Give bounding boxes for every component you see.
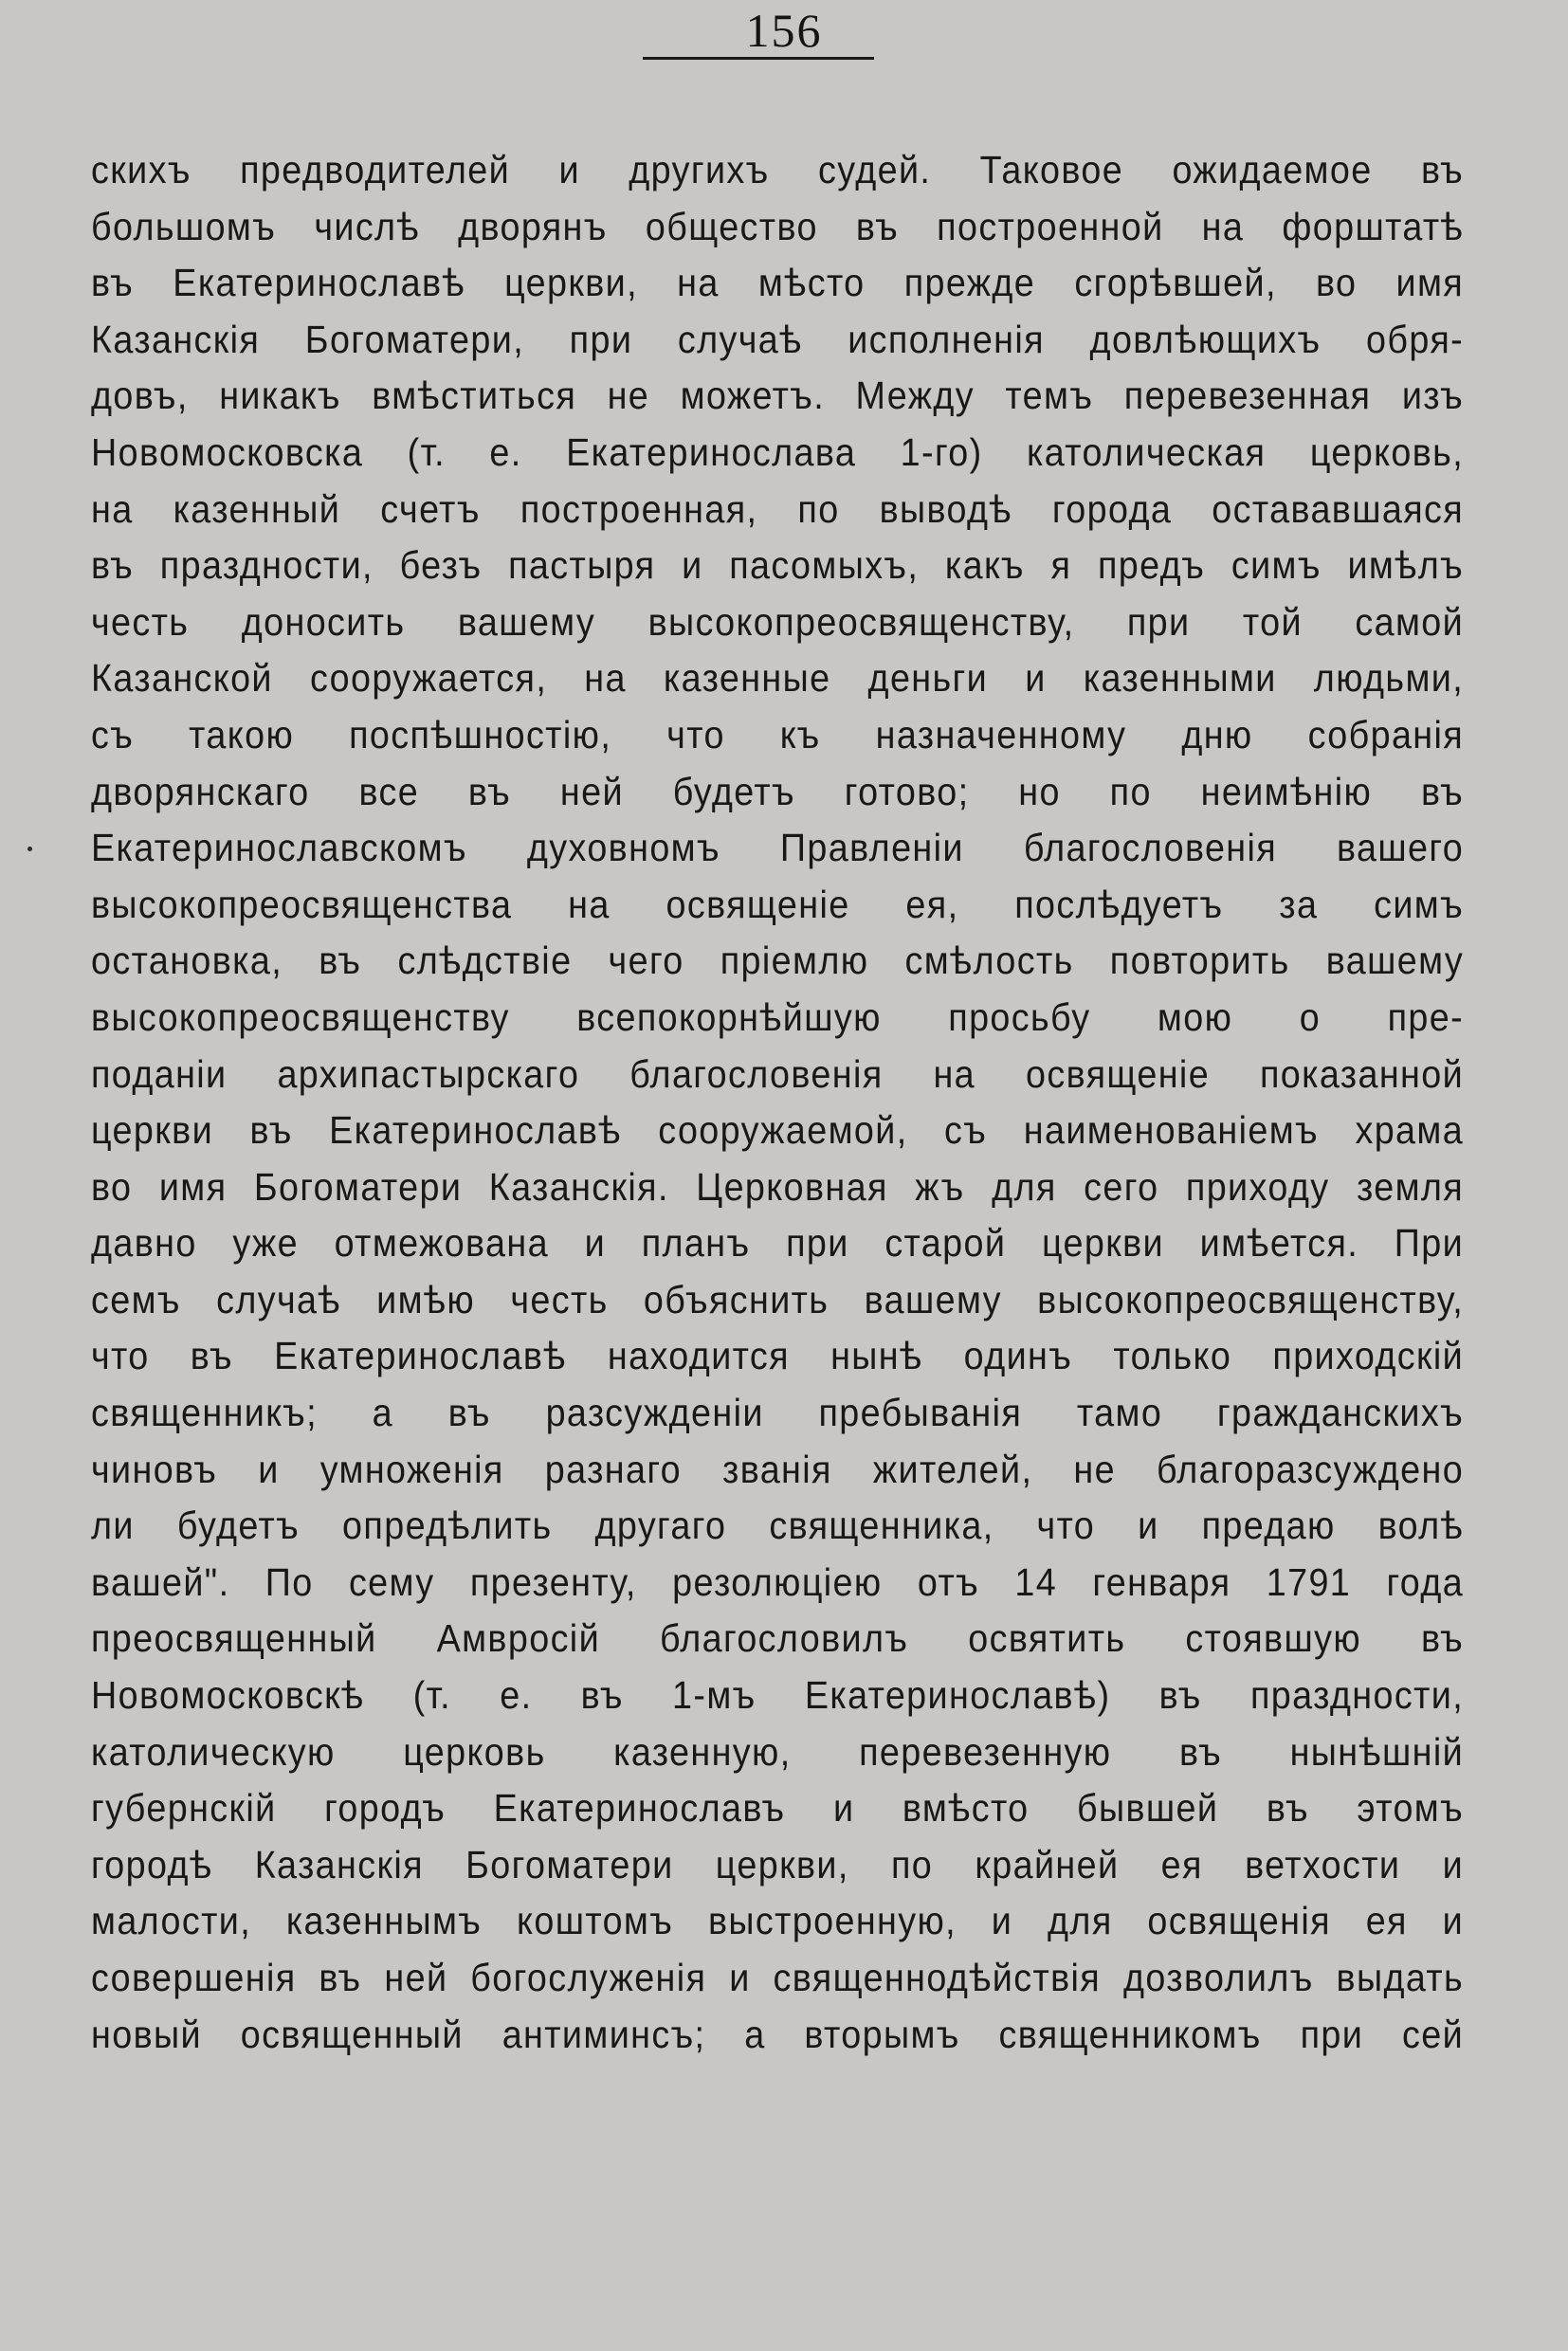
text-line: остановка, въ слѣдствіе чего пріемлю смѣлость повторить вашему <box>91 939 1465 983</box>
text-line: большомъ числѣ дворянъ общество въ построенной на форштатѣ <box>91 204 1465 248</box>
text-line: Казанской сооружается, на казенные деньги и казенными людьми, <box>91 656 1465 701</box>
text-line: малости, казеннымъ коштомъ выстроенную, и для освященія ея и <box>91 1899 1465 1943</box>
text-line: давно уже отмежована и планъ при старой церкви имѣется. При <box>91 1221 1465 1266</box>
text-line: чиновъ и умноженія разнаго званія жителей, не благоразсуждено <box>91 1447 1465 1491</box>
page-number-rule <box>643 57 874 60</box>
text-line: честь доносить вашему высокопреосвященству, при той самой <box>91 599 1465 644</box>
text-line: Казанскія Богоматери, при случаѣ исполненія довлѣющихъ обря- <box>91 317 1465 361</box>
body-text <box>91 142 1464 2063</box>
text-line: высокопреосвященства на освященіе ея, послѣдуетъ за симъ <box>91 882 1465 926</box>
text-line: поданіи архипастырскаго благословенія на освященіе показанной <box>91 1051 1465 1096</box>
text-line: во имя Богоматери Казанскія. Церковная жъ для сего приходу земля <box>91 1164 1465 1209</box>
text-line: католическую церковь казенную, перевезенную въ нынѣшній <box>91 1729 1465 1774</box>
text-line: новый освященный антиминсъ; а вторымъ священникомъ при сей <box>91 2012 1465 2056</box>
text-line: скихъ предводителей и другихъ судей. Таковое ожидаемое въ <box>91 148 1465 191</box>
text-line: семъ случаѣ имѣю честь объяснить вашему высокопреосвященству, <box>91 1277 1465 1321</box>
text-line: въ Екатеринославѣ церкви, на мѣсто прежде сгорѣвшей, во имя <box>91 261 1465 305</box>
text-line: довъ, никакъ вмѣститься не можетъ. Между темъ перевезенная изъ <box>91 374 1465 418</box>
text-line: Екатеринославскомъ духовномъ Правленіи благословенія вашего <box>91 826 1465 870</box>
text-line: Новомосковска (т. е. Екатеринослава 1-го) католическая церковь, <box>91 429 1465 474</box>
text-line: губернскій городъ Екатеринославъ и вмѣсто бывшей въ этомъ <box>91 1786 1465 1831</box>
text-line: на казенный счетъ построенная, по выводѣ города остававшаяся <box>91 486 1465 531</box>
text-line: совершенія въ ней богослуженія и священнодѣйствія дозволилъ выдать <box>91 1956 1465 1999</box>
text-line: вашей". По сему презенту, резолюціею отъ 14 генваря 1791 года <box>91 1559 1465 1604</box>
text-line: дворянскаго все въ ней будетъ готово; но по неимѣнію въ <box>91 769 1465 813</box>
text-line: съ такою поспѣшностію, что къ назначенному дню собранія <box>91 712 1465 756</box>
text-line: высокопреосвященству всепокорнѣйшую просьбу мою о пре- <box>91 994 1465 1039</box>
text-line: священникъ; а въ разсужденіи пребыванія тамо гражданскихъ <box>91 1391 1465 1435</box>
text-line: городѣ Казанскія Богоматери церкви, по крайней ея ветхости и <box>91 1842 1465 1886</box>
text-line: преосвященный Амвросій благословилъ освятить стоявшую въ <box>91 1616 1465 1661</box>
text-line: церкви въ Екатеринославѣ сооружаемой, съ наименованіемъ храма <box>91 1108 1465 1153</box>
page-number: 156 <box>745 4 823 57</box>
text-line: что въ Екатеринославѣ находится нынѣ одинъ только приходскій <box>91 1334 1465 1378</box>
text-line: ли будетъ опредѣлить другаго священника, что и предаю волѣ <box>91 1504 1465 1548</box>
stray-ink-dot <box>27 847 32 851</box>
text-line: Новомосковскѣ (т. е. въ 1-мъ Екатеринославѣ) въ праздности, <box>91 1673 1465 1718</box>
text-line: въ праздности, безъ пастыря и пасомыхъ, какъ я предъ симъ имѣлъ <box>91 543 1465 588</box>
